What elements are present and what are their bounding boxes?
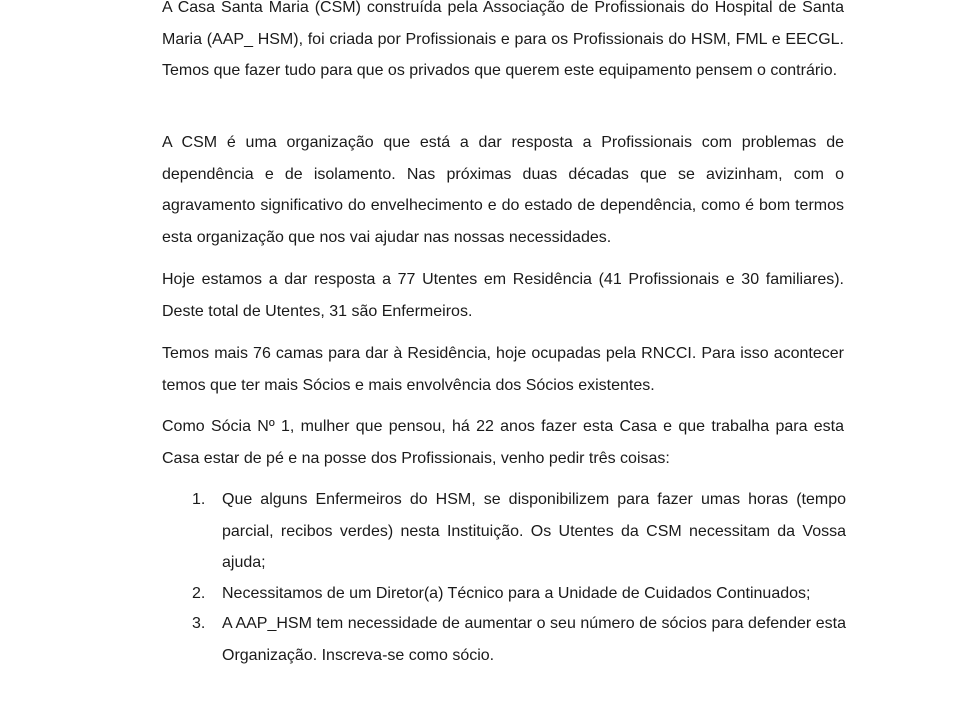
list-item [162,578,846,610]
list-item-text: Que alguns Enfermeiros do HSM, se disponibilizem para fazer umas horas (tempo parcial, recibos verdes) nesta Instituição. Os Utentes da CSM necessitam da Vossa ajuda; [222,491,846,571]
list-item-number: 1. [192,491,206,508]
list-item [162,608,846,671]
list-item [162,484,846,579]
requests-list [162,484,846,671]
list-item-number: 2. [192,584,206,602]
list-item-text: A AAP_HSM tem necessidade de aumentar o seu número de sócios para defender esta Organização. Inscreva-se como sócio. [222,615,846,664]
paragraph-residents-count: Hoje estamos a dar resposta a 77 Utentes em Residência (41 Profissionais e 30 familiares). Deste total de Utentes, 31 são Enfermeiros. [162,271,844,320]
paragraph-beds-available: Temos mais 76 camas para dar à Residência, hoje ocupadas pela RNCCI. Para isso acontecer temos que ter mais Sócios e mais envolvência dos Sócios existentes. [162,345,844,394]
list-item-number: 3. [192,615,206,632]
paragraph-csm-mission: A CSM é uma organização que está a dar resposta a Profissionais com problemas de dependência e de isolamento. Nas próximas duas décadas que se avizinham, com o agravamento significativo do envelhecimento e do estado de dependência, como é bom termos esta organização que nos vai ajudar nas nossas necessidades. [162,134,844,246]
list-item-text: Necessitamos de um Diretor(a) Técnico para a Unidade de Cuidados Continuados; [222,584,811,602]
paragraph-requests-intro: Como Sócia Nº 1, mulher que pensou, há 22 anos fazer esta Casa e que trabalha para esta Casa estar de pé e na posse dos Profissionais, venho pedir três coisas: [162,418,844,467]
paragraph-csm-intro: A Casa Santa Maria (CSM) construída pela Associação de Profissionais do Hospital de Santa Maria (AAP_ HSM), foi criada por Profissionais e para os Profissionais do HSM, FML e EECGL. Temos que fazer tudo para que os privados que querem este equipamento pensem o contrário. [162,0,844,79]
